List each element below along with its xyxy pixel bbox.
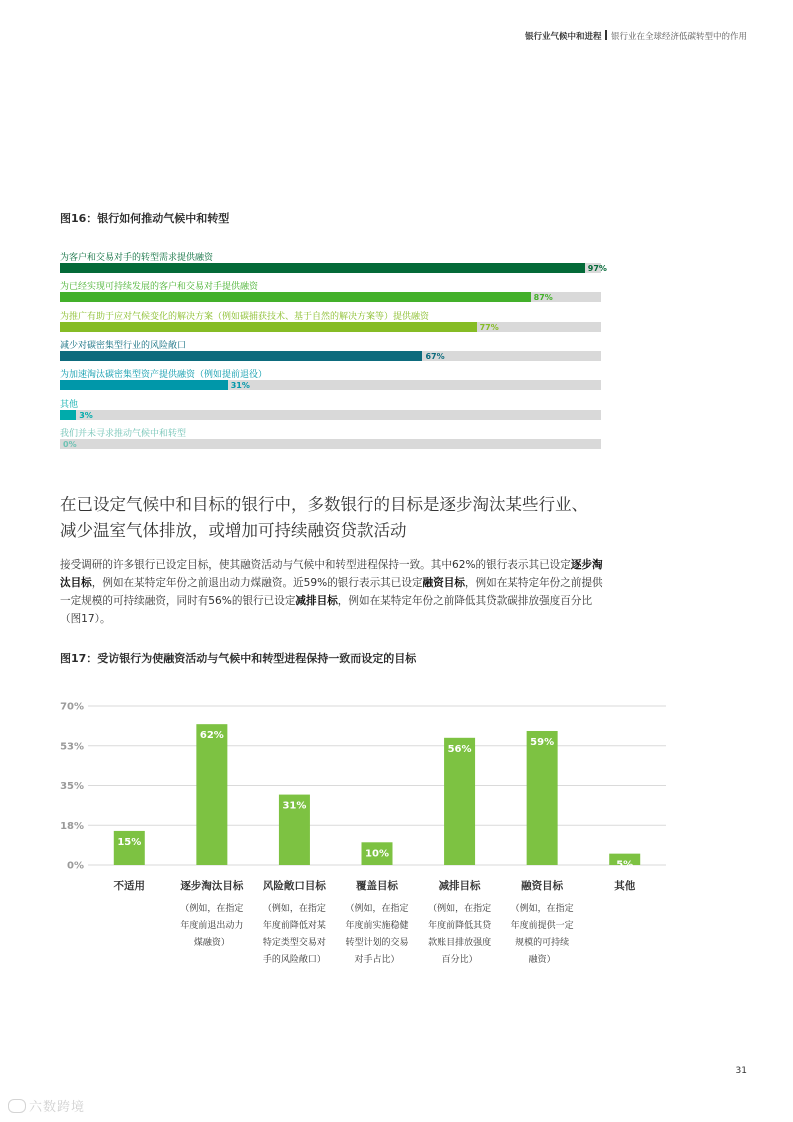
figure-17-category-note: 年度前降低其贷 — [428, 921, 492, 931]
figure-16-value-label: 31% — [230, 381, 250, 391]
figure-17-y-tick-label: 35% — [60, 781, 84, 792]
running-header — [525, 30, 747, 42]
figure-17-category-note: 煤融资） — [193, 938, 230, 948]
body-text-1: 接受调研的许多银行已设定目标，使其融资活动与气候中和转型进程保持一致。其中62%的银行表示其已设定 — [60, 559, 571, 571]
figure-16-category-label: 减少对碳密集型行业的风险敞口 — [60, 340, 187, 351]
figure-17-category-label: 融资目标 — [521, 880, 564, 892]
header-chapter-title: 银行业在全球经济低碳转型中的作用 — [610, 32, 747, 42]
figure-16-bar-chart — [60, 250, 607, 455]
figure-17-category-note: 百分比） — [441, 955, 478, 965]
figure-16-row — [60, 397, 601, 426]
figure-16-value-label: 0% — [63, 439, 77, 449]
figure-17-category-label: 风险敞口目标 — [262, 880, 326, 892]
figure-16-bar-track — [60, 292, 601, 302]
figure-17-category-note: 年度前提供一定 — [510, 921, 574, 931]
figure-16-value-label: 3% — [79, 410, 93, 420]
figure-17-category-note: 年度前退出动力 — [180, 921, 244, 931]
watermark-logo-icon — [8, 1099, 26, 1113]
section-heading — [60, 492, 620, 544]
figure-17-value-label: 62% — [199, 730, 224, 742]
figure-16-row — [60, 367, 601, 396]
figure-17-category-label: 减排目标 — [438, 880, 481, 892]
body-paragraph — [60, 556, 605, 628]
figure-17-value-label: 59% — [530, 736, 555, 748]
header-divider — [605, 30, 607, 40]
figure-16-row — [60, 279, 601, 308]
figure-17-category-note: 特定类型交易对 — [262, 938, 326, 948]
figure-16-bar — [60, 263, 585, 273]
figure-16-category-label: 为加速淘汰碳密集型资产提供融资（例如提前退役） — [60, 370, 268, 381]
figure-17-category-note: 手的风险敞口） — [262, 955, 326, 965]
figure-17-y-tick-label: 53% — [60, 741, 84, 753]
figure-17-category-note: （例如，在指定 — [262, 904, 326, 914]
figure-16-value-label: 77% — [479, 322, 499, 332]
figure-17-value-label: 10% — [365, 848, 389, 860]
figure-17-bar — [196, 724, 227, 865]
figure-17-value-label: 5% — [616, 859, 634, 871]
figure-16-bar-track — [60, 322, 601, 332]
figure-16-row — [60, 309, 601, 338]
figure-17-category-note: 规模的可持续 — [515, 938, 570, 948]
figure-16-row — [60, 250, 607, 279]
figure-17-category-note: 款账目排放强度 — [428, 938, 492, 948]
figure-16-category-label: 为推广有助于应对气候变化的解决方案（例如碳捕获技术、基于自然的解决方案等）提供融资 — [60, 311, 430, 322]
figure-17-category-note: （例如，在指定 — [180, 904, 244, 914]
body-bold-phaseout-target: 逐步淘汰目标 — [60, 559, 603, 589]
figure-17-category-note: 对手占比） — [354, 955, 400, 965]
figure-16-bar — [60, 322, 477, 332]
figure-16-value-label: 67% — [425, 351, 445, 361]
figure-17-category-note: （例如，在指定 — [428, 904, 492, 914]
body-text-4: ，例如在某特定年份之前降低其贷款碳排放强度百分比（图17）。 — [60, 595, 593, 625]
figure-16-bar-track — [60, 410, 601, 420]
figure-16-bar-track — [60, 351, 601, 361]
figure-16-bar-track — [60, 439, 601, 449]
figure-16-category-label: 其他 — [60, 399, 79, 410]
figure-17-value-label: 15% — [117, 836, 142, 848]
figure-17-category-label: 逐步淘汰目标 — [180, 880, 244, 892]
figure-16-category-label: 为客户和交易对手的转型需求提供融资 — [60, 253, 214, 263]
figure-17-category-note: 转型计划的交易 — [345, 938, 409, 948]
figure-16-bar — [60, 292, 531, 302]
figure-16-bar — [60, 351, 422, 361]
body-bold-financing-target: 融资目标 — [422, 577, 465, 589]
figure-17-category-note: 融资） — [528, 955, 556, 965]
figure-16-bar — [60, 410, 76, 420]
figure-17-y-tick-label: 18% — [60, 820, 84, 832]
section-heading-line-1: 在已设定气候中和目标的银行中，多数银行的目标是逐步淘汰某些行业、 — [60, 495, 588, 514]
figure-16-bar-track — [60, 263, 607, 273]
figure-17-title: 图17：受访银行为使融资活动与气候中和转型进程保持一致而设定的目标 — [60, 652, 417, 665]
figure-17-category-note: （例如，在指定 — [345, 904, 409, 914]
figure-16-category-label: 我们并未寻求推动气候中和转型 — [60, 428, 187, 439]
figure-17-category-label: 其他 — [614, 880, 636, 892]
figure-17-value-label: 31% — [282, 800, 307, 812]
figure-16-title: 图16：银行如何推动气候中和转型 — [60, 212, 230, 225]
figure-17-category-note: 年度前实施稳健 — [345, 921, 409, 931]
figure-16-row — [60, 426, 601, 455]
figure-17-bar — [444, 738, 475, 865]
figure-17-y-tick-label: 0% — [67, 860, 84, 872]
figure-17-bar — [527, 731, 558, 865]
figure-17-value-label: 56% — [447, 743, 472, 755]
figure-17-y-tick-label: 70% — [60, 701, 84, 713]
body-text-2: ，例如在某特定年份之前退出动力煤融资。近59%的银行表示其已设定 — [91, 577, 423, 589]
figure-16-value-label: 87% — [533, 293, 553, 303]
figure-17-category-note: 年度前降低对某 — [262, 921, 326, 931]
figure-16-value-label: 97% — [587, 264, 607, 273]
figure-17-category-label: 覆盖目标 — [356, 880, 398, 892]
watermark — [8, 1096, 85, 1115]
section-heading-line-2: 减少温室气体排放，或增加可持续融资贷款活动 — [60, 521, 407, 540]
figure-17-category-label: 不适用 — [113, 880, 146, 892]
figure-16-bar — [60, 380, 228, 390]
figure-16-category-label: 为已经实现可持续发展的客户和交易对手提供融资 — [60, 282, 259, 293]
body-text-3: ，例如在某特定年份之前提供一定规模的可持续融资，同时有56%的银行已设定 — [60, 577, 603, 607]
watermark-text: 六数跨境 — [29, 1100, 86, 1115]
figure-16-bar-track — [60, 380, 601, 390]
header-report-title: 银行业气候中和进程 — [524, 32, 602, 42]
figure-16-row — [60, 338, 601, 367]
body-bold-reduction-target: 减排目标 — [295, 595, 338, 607]
page-number: 31 — [735, 1066, 747, 1076]
figure-17-category-note: （例如，在指定 — [510, 904, 574, 914]
